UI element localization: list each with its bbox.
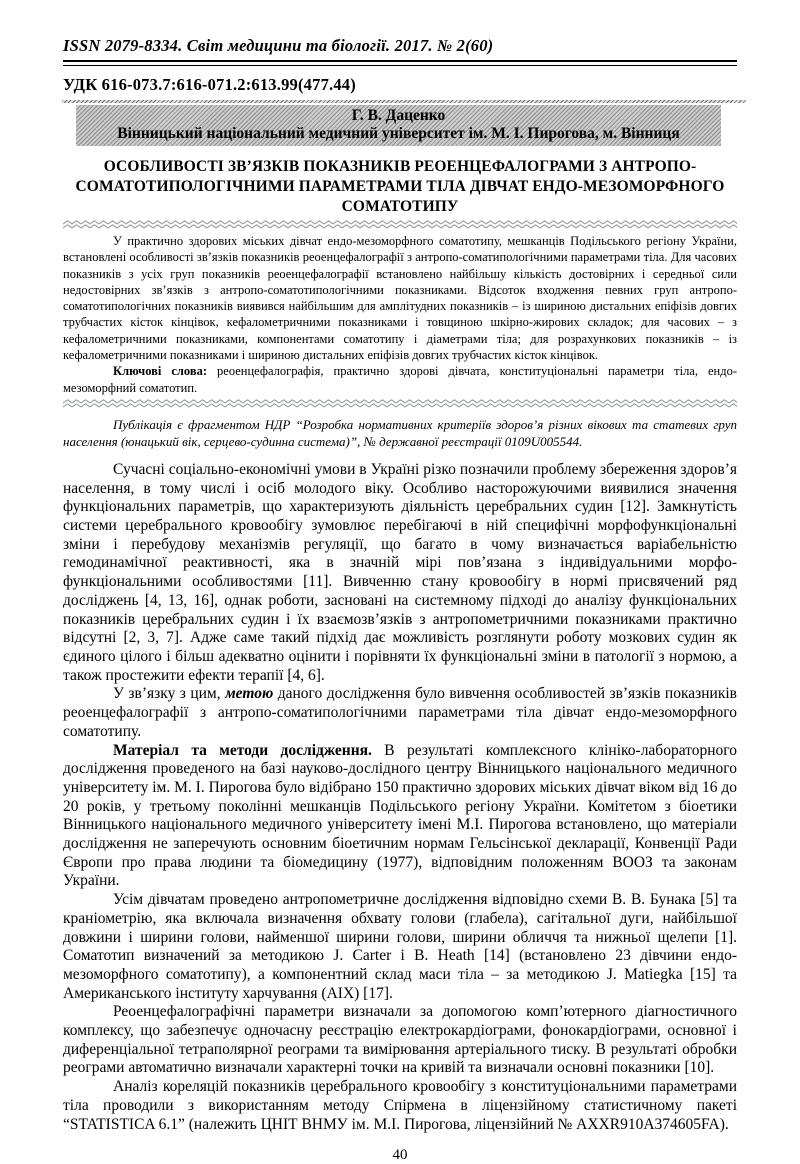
keywords-line: [63, 363, 737, 396]
body-paragraph-methods-1: [63, 742, 737, 892]
header-double-rule: [63, 60, 737, 66]
article-body: [63, 461, 737, 1134]
body-paragraph-intro: Сучасні соціально-економічні умови в Україні різко позначили проблему збереження здоров’я населення, в тому числі і осіб молодого віку. Особливо насторожуючими виявилися значення функціональних параметрів, що характеризують діяльність церебральних судин [12]. Замкнутість системи церебрального кровообігу зумовлює перебігаючі в ній специфічні морфофункціональні зміни і перебудову механізмів регуляції, що багато в чому визначається варіабельністю гемодинамічної реактивності, яка в значній мірі пов’язана з індивідуальними морфо-функціональними особливостями [11]. Вивченню стану кровообігу в нормі присвячений ряд досліджень [4, 13, 16], однак роботи, засновані на системному підході до аналізу функціональних показників церебральних судин і їх взаємозв’язків з антропометричними показниками практично відсутні [2, 3, 7]. Адже саме такий підхід дає можливість розглянути роботу мозкових судин як єдиного цілого і більш адекватно оцінити і порівняти їх функціональні зміни в патології з нормою, а також простежити ефекти терапії [4, 6].: [63, 460, 737, 684]
research-project-note: Публікація є фрагментом НДР “Розробка нормативних критеріїв здоров’я різних вікових та статевих груп населення (юнацький вік, серцево-судинна система)”, № державної реєстрації 0109U005544.: [63, 416, 737, 449]
aim-emphasis: метою: [225, 685, 274, 703]
article-title: ОСОБЛИВОСТІ ЗВ’ЯЗКІВ ПОКАЗНИКІВ РЕОЕНЦЕФАЛОГРАМИ З АНТРОПО-СОМАТОТИПОЛОГІЧНИМИ ПАРАМЕТРАМИ ТІЛА ДІВЧАТ ЕНДО-МЕЗОМОРФНОГО СОМАТОТИПУ: [75, 158, 725, 215]
body-paragraph-aim: [63, 685, 737, 741]
keywords-text: реоенцефалографія, практично здорові дівчата, конституціональні параметри тіла, ендо-мезоморфний соматотип.: [63, 364, 737, 395]
methods-heading: Матеріал та методи дослідження.: [113, 741, 372, 759]
udc-hatch-rule: [62, 100, 746, 103]
abstract-text: У практично здорових міських дівчат ендо-мезоморфного соматотипу, мешканців Подільського регіону України, встановлені особливості зв’язків показників реоенцефалографії з антропо-соматипологічними параметрами тіла. Для часових показників з усіх груп показників реоенцефалографії встановлено найбільшу кількість достовірних і середньої сили недостовірних зв’язків з антропо-соматотипологічними показниками. Відсоток входження певних груп антропо-соматотипологічних показників виявився найбільшим для амплітудних показників – із шириною дистальних епіфізів довгих трубчастих кісток кінцівок, кефалометричними показниками і товщиною шкірно-жирових складок; для часових – з кефалометричними показниками, компонентами соматотипу і діаметрами тіла; для розрахункових показників – із кефалометричними показниками і шириною дистальних епіфізів довгих трубчастих кісток кінцівок.: [63, 234, 737, 363]
authors-band: [76, 105, 721, 146]
aim-post-text: даного дослідження було вивчення особливостей зв’язків показників реоенцефалографії з антропо-соматипологічними параметрами тіла дівчат ендо-мезоморфного соматотипу.: [63, 685, 737, 740]
author-name: Г. В. Даценко: [351, 107, 446, 124]
body-paragraph-methods-3: Реоенцефалографічні параметри визначали за допомогою комп’ютерного діагностичного комплексу, що забезпечує одночасну реєстрацію електрокардіограми, фонокардіограми, основної і диференціальної тетраполярної реограми та вимірювання артеріального тиску. В результаті обробки реограми автоматично визначали характерні точки на кривій та визначали основні показники [10].: [63, 1003, 737, 1077]
zigzag-separator-top: [63, 220, 737, 229]
page-number: 40: [392, 1147, 408, 1164]
affiliation: Вінницький національний медичний університет ім. М. І. Пирогова, м. Вінниця: [117, 125, 680, 142]
journal-issn-line: ISSN 2079-8334. Світ медицини та біології. 2017. № 2(60): [63, 36, 494, 55]
methods-text: В результаті комплексного клініко-лабораторного дослідження проведеного на базі науково-дослідного центру Вінницького національного медичного університету ім. М. І. Пирогова було відібрано 150 практично здорових міських дівчат віком від 16 до 20 років, у третьому поколінні мешканців Подільського регіону України. Комітетом з біоетики Вінницького національного медичного університету імені М.І. Пирогова встановлено, що матеріали дослідження не заперечують основним біоетичним нормам Гельсінської декларації, Конвенції Ради Європи про права людини та біомедицину (1977), відповідним положенням ВООЗ та законам України.: [63, 741, 738, 890]
body-paragraph-methods-2: Усім дівчатам проведено антропометричне дослідження відповідно схеми В. В. Бунака [5] та краніометрію, яка включала визначення обхвату голови (глабела), сагітальної дуги, найбільшої довжини і ширини голови, найменшої ширини голови, ширини обличчя та нижньої щелепи [1]. Соматотип визначений за методикою J. Carter і B. Heath [14] (встановлено 23 дівчини ендо-мезоморфного соматотипу), а компонентний склад маси тіла – за методикою J. Matiegka [15] та Американського інституту харчування (АІХ) [17].: [63, 891, 737, 1002]
keywords-label: Ключові слова:: [113, 364, 208, 379]
abstract-section: [63, 233, 737, 396]
udc-code: УДК 616-073.7:616-071.2:613.99(477.44): [63, 75, 356, 94]
body-paragraph-methods-4: Аналіз кореляцій показників церебрального кровообігу з конституціональними параметрами тіла проводили з використанням методу Спірмена в ліцензійному статистичному пакеті “STATISTICA 6.1” (належить ЦНІТ ВНМУ ім. М.І. Пирогова, ліцензійний № AXXR910A374605FA).: [63, 1078, 737, 1133]
zigzag-separator-bottom: [63, 399, 737, 408]
aim-pre-text: У зв’язку з цим,: [113, 685, 226, 703]
